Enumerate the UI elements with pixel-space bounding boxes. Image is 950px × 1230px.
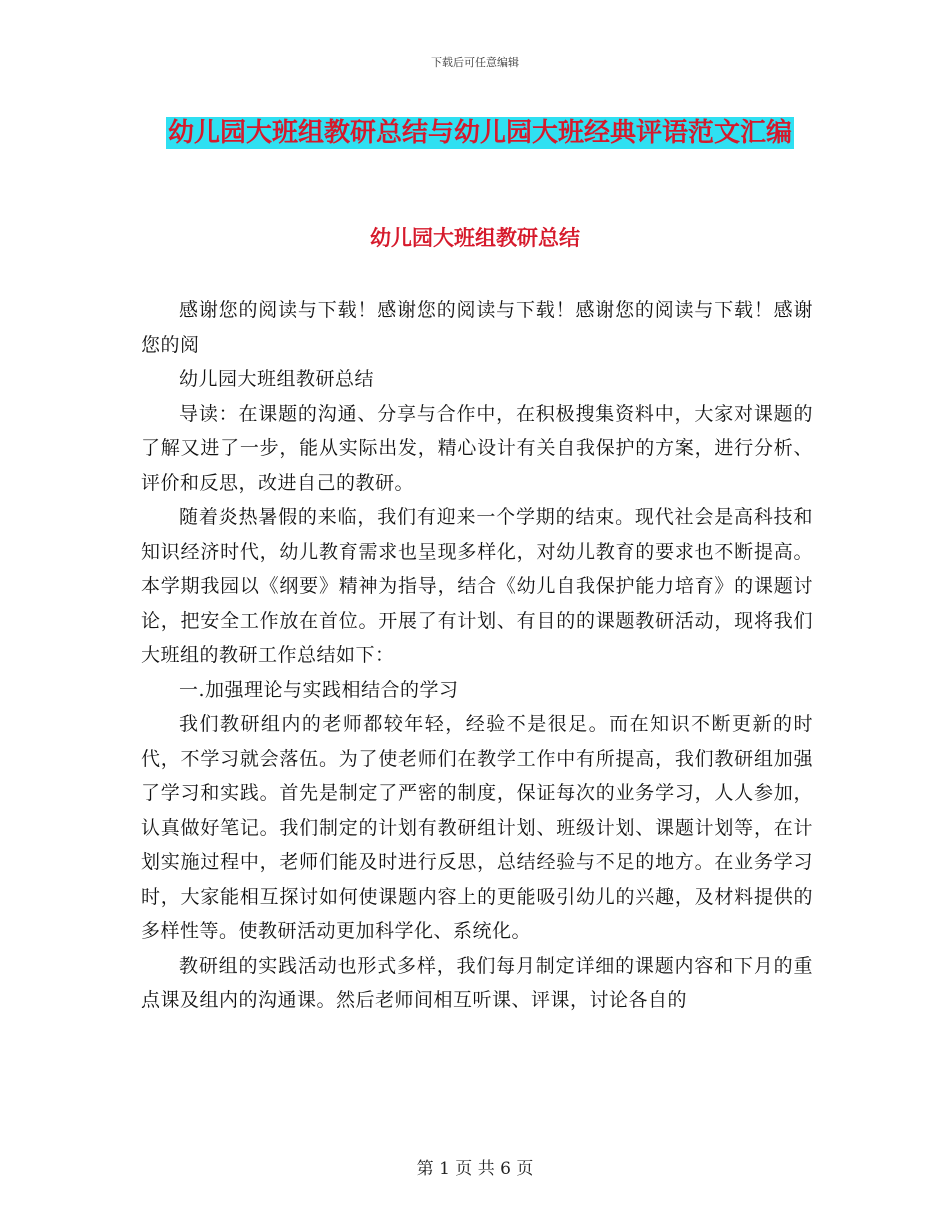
document-title-text: 幼儿园大班组教研总结与幼儿园大班经典评语范文汇编 [167, 118, 792, 148]
paragraph-section-one: 一.加强理论与实践相结合的学习 [179, 678, 459, 701]
document-body [141, 293, 813, 1018]
paragraph-heading: 幼儿园大班组教研总结 [179, 368, 375, 390]
page-footer: 第 1 页 共 6 页 [416, 1159, 534, 1179]
paragraph-practice: 教研组的实践活动也形式多样，我们每月制定详细的课题内容和下月的重点课及组内的沟通课。然后老师间相互听课、评课，讨论各自的 [141, 954, 813, 1011]
paragraph-thanks: 感谢您的阅读与下载！感谢您的阅读与下载！感谢您的阅读与下载！感谢您的阅 [141, 299, 813, 356]
paragraph-study: 我们教研组内的老师都较年轻，经验不是很足。而在知识不断更新的时代，不学习就会落伍。为了使老师们在教学工作中有所提高，我们教研组加强了学习和实践。首先是制定了严密的制度，保证每次的业务学习，人人参加，认真做好笔记。我们制定的计划有教研组计划、班级计划、课题计划等，在计划实施过程中，老师们能及时进行反思，总结经验与不足的地方。在业务学习时，大家能相互探讨如何使课题内容上的更能吸引幼儿的兴趣，及材料提供的多样性等。使教研活动更加科学化、系统化。 [141, 713, 813, 942]
document-title [150, 110, 810, 156]
paragraph-intro: 导读：在课题的沟通、分享与合作中，在积极搜集资料中，大家对课题的了解又进了一步，能从实际出发，精心设计有关自我保护的方案，进行分析、评价和反思，改进自己的教研。 [141, 402, 813, 494]
section-title: 幼儿园大班组教研总结 [370, 225, 580, 250]
paragraph-semester: 随着炎热暑假的来临，我们有迎来一个学期的结束。现代社会是高科技和知识经济时代，幼儿教育需求也呈现多样化，对幼儿教育的要求也不断提高。本学期我园以《纲要》精神为指导，结合《幼儿自我保护能力培育》的课题讨论，把安全工作放在首位。开展了有计划、有目的的课题教研活动，现将我们大班组的教研工作总结如下： [141, 506, 813, 666]
header-note: 下载后可任意编辑 [431, 56, 519, 69]
